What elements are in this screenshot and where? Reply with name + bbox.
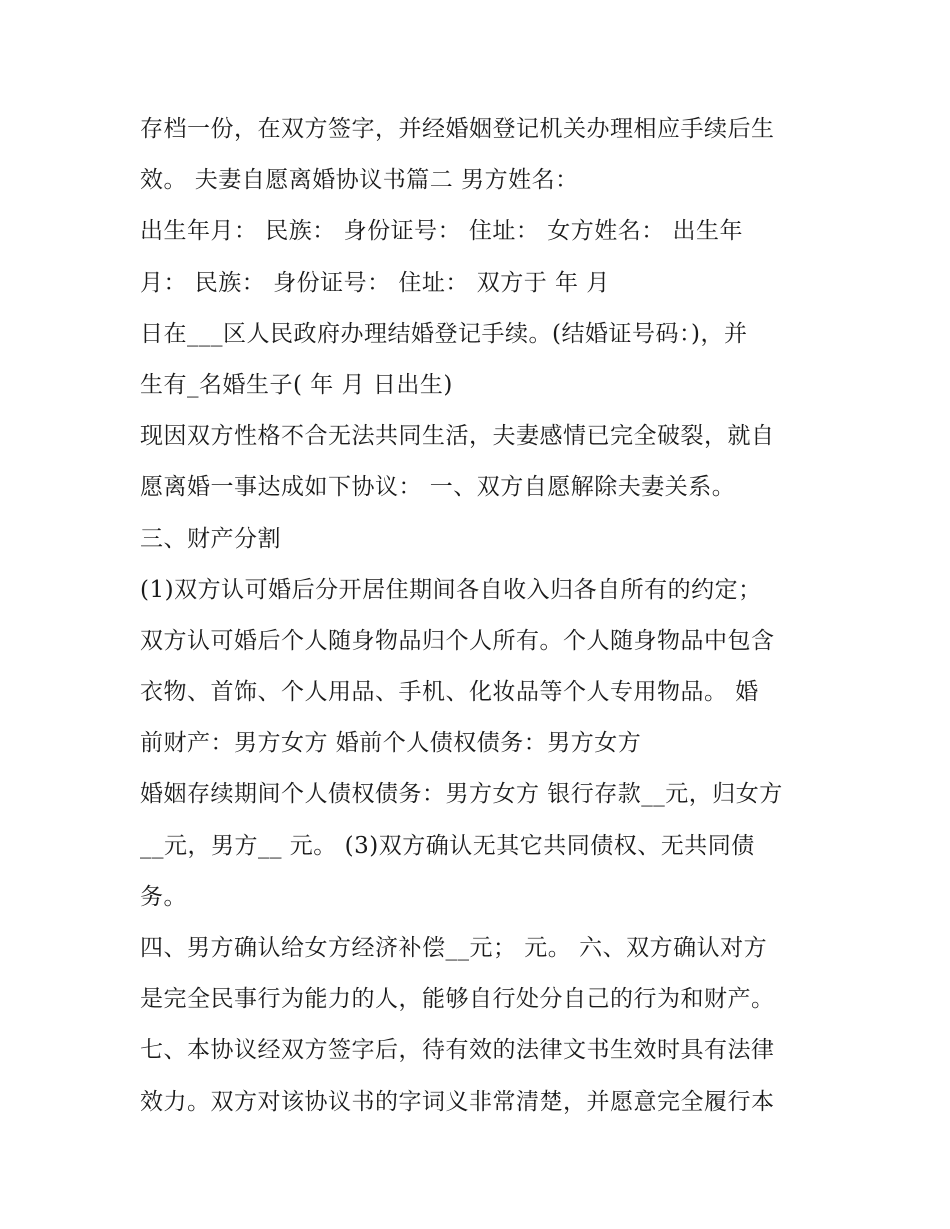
text-line: 七、本协议经双方签字后，待有效的法律文书生效时具有法律 [140, 1037, 775, 1064]
text-line: (1)双方认可婚后分开居住期间各自收入归各自所有的约定； [140, 576, 762, 603]
text-line: 效。 夫妻自愿离婚协议书篇二 男方姓名： [140, 167, 579, 194]
text-line: 四、男方确认给女方经济补偿__元； 元。 六、双方确认对方 [140, 935, 768, 961]
text-line: 前财产：男方女方 婚前个人债权债务：男方女方 [140, 730, 642, 757]
text-line: 日在___区人民政府办理结婚登记手续。(结婚证号码：)，并 [140, 320, 748, 347]
text-line: 效力。双方对该协议书的字词义非常清楚，并愿意完全履行本 [140, 1088, 775, 1115]
section-heading: 三、财产分割 [140, 525, 281, 552]
text-line: 生有_名婚生子( 年 月 日出生) [140, 371, 453, 398]
text-line: 衣物、首饰、个人用品、手机、化妆品等个人专用物品。 婚 [140, 679, 759, 706]
text-line: 婚姻存续期间个人债权债务：男方女方 银行存款__元，归女方 [140, 781, 783, 808]
text-line: 是完全民事行为能力的人，能够自行处分自己的行为和财产。 [140, 986, 775, 1013]
text-line: 出生年月： 民族： 身份证号： 住址： 女方姓名： 出生年 [140, 218, 744, 245]
text-line: 现因双方性格不合无法共同生活，夫妻感情已完全破裂，就自 [140, 423, 775, 450]
text-line: 月： 民族： 身份证号： 住址： 双方于 年 月 [140, 269, 610, 296]
text-line: 务。 [140, 883, 187, 910]
text-line: 存档一份，在双方签字，并经婚姻登记机关办理相应手续后生 [140, 116, 775, 142]
text-line: 愿离婚一事达成如下协议： 一、双方自愿解除夫妻关系。 [140, 474, 736, 501]
text-line: __元，男方__ 元。 (3)双方确认无其它共同债权、无共同债 [140, 832, 755, 859]
text-line: 双方认可婚后个人随身物品归个人所有。个人随身物品中包含 [140, 627, 775, 654]
document-body [140, 104, 820, 1128]
